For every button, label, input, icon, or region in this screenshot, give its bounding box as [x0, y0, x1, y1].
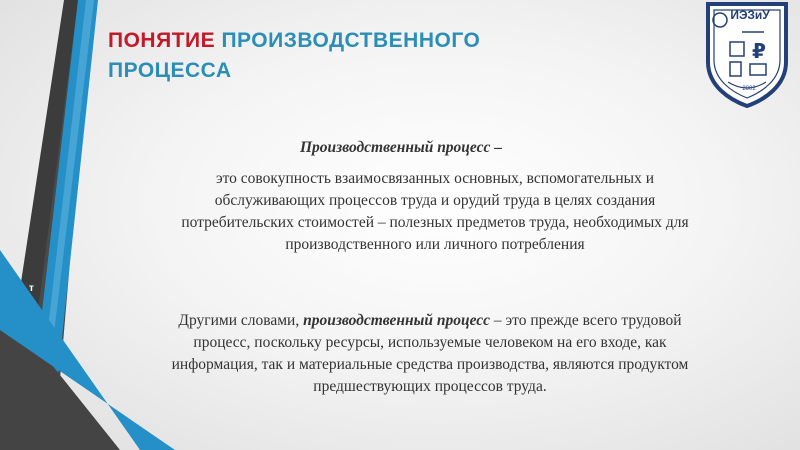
paragraph-lead: Другими словами, [178, 312, 304, 329]
definition-line: потребительских стоимостей – полезных предметов труда, необходимых для [181, 214, 689, 231]
paragraph-line1-tail: – это прежде всего трудовой [490, 312, 682, 329]
explanation-paragraph [80, 310, 780, 398]
logo-year: 2002 [742, 86, 756, 92]
paragraph-line: информация, так и материальные средства производства, являются продуктом [171, 356, 689, 373]
definition-text [96, 168, 774, 256]
slide-title [108, 26, 628, 86]
definition-line: производственного или личного потребления [285, 236, 585, 253]
term-heading: Производственный процесс – [300, 139, 502, 156]
logo-text: ИЭЗиУ [730, 8, 770, 22]
ruble-icon: ₽ [752, 39, 766, 63]
definition-line: это совокупность взаимосвязанных основных, вспомогательных и [215, 170, 655, 187]
paragraph-line: предшествующих процессов труда. [313, 378, 547, 395]
title-rest: ПРОИЗВОДСТВЕННОГО [215, 29, 481, 52]
definition-line: обслуживающих процессов труда и орудий труда в целях создания [214, 192, 656, 209]
stray-mark: т [29, 283, 34, 294]
title-line-2: ПРОЦЕССА [108, 59, 232, 82]
title-accent-word: ПОНЯТИЕ [108, 29, 216, 52]
paragraph-line: процесс, поскольку ресурсы, используемые человеком на его входе, как [193, 334, 667, 351]
paragraph-emphasis: производственный процесс [303, 312, 491, 329]
